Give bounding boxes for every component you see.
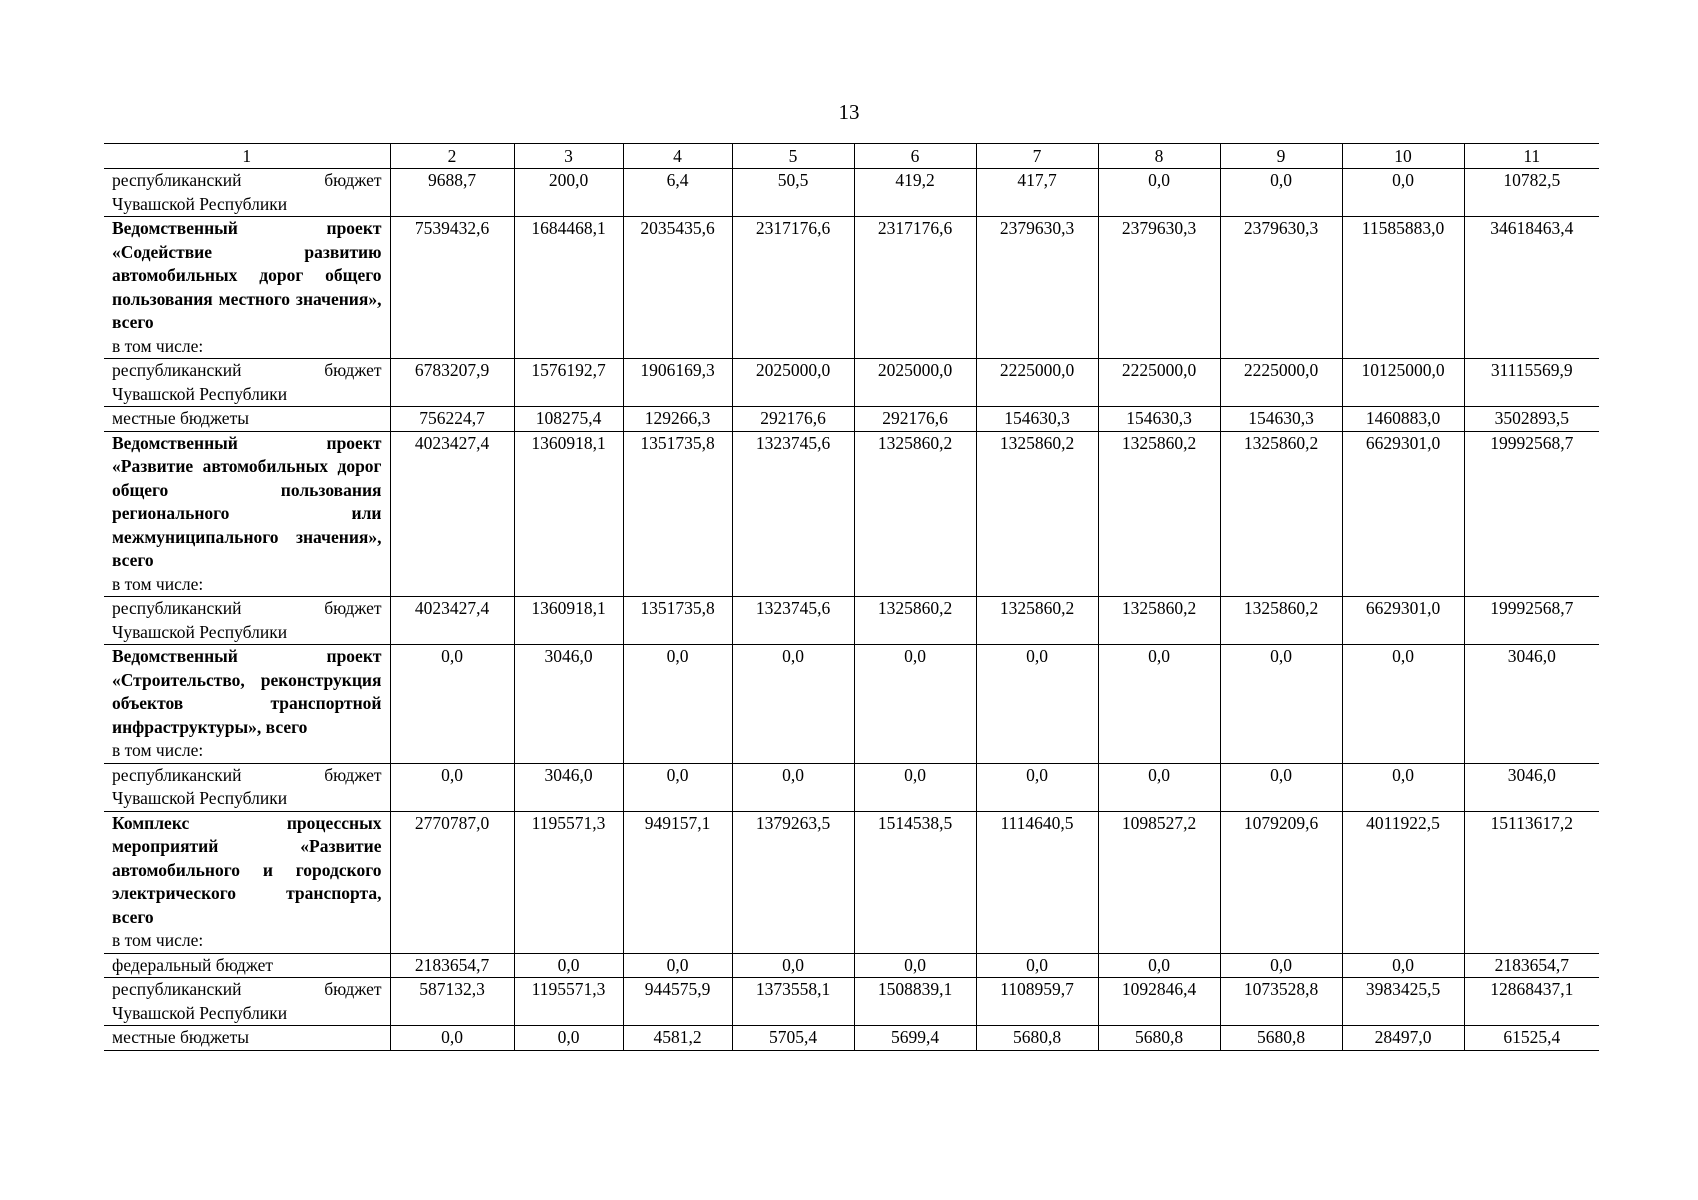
value-cell: 1092846,4 [1098,978,1220,1026]
row-label-cell [104,1026,390,1051]
value-cell: 9688,7 [390,169,514,217]
value-cell: 5680,8 [976,1026,1098,1051]
value-cell: 0,0 [976,953,1098,978]
row-label: республиканский бюджет Чувашской Республики [112,598,382,642]
value-cell: 12868437,1 [1464,978,1599,1026]
value-cell: 949157,1 [623,811,732,953]
value-cell: 3046,0 [1464,645,1599,764]
value-cell: 0,0 [1098,645,1220,764]
column-header: 3 [514,144,623,169]
value-cell: 0,0 [623,645,732,764]
value-cell: 6,4 [623,169,732,217]
value-cell: 4581,2 [623,1026,732,1051]
row-label: местные бюджеты [112,408,249,428]
column-header: 6 [854,144,976,169]
row-label-cell [104,978,390,1026]
value-cell: 1684468,1 [514,217,623,359]
value-cell: 0,0 [1342,645,1464,764]
value-cell: 61525,4 [1464,1026,1599,1051]
value-cell: 34618463,4 [1464,217,1599,359]
value-cell: 2379630,3 [1220,217,1342,359]
value-cell: 0,0 [1220,645,1342,764]
row-label-cell [104,359,390,407]
value-cell: 28497,0 [1342,1026,1464,1051]
row-label-cell [104,169,390,217]
table-row [104,763,1599,811]
value-cell: 417,7 [976,169,1098,217]
column-header: 8 [1098,144,1220,169]
row-sublabel: в том числе: [112,335,204,356]
value-cell: 0,0 [1342,169,1464,217]
value-cell: 1195571,3 [514,978,623,1026]
row-label-cell [104,217,390,359]
value-cell: 0,0 [732,953,854,978]
value-cell: 0,0 [1342,953,1464,978]
value-cell: 0,0 [732,763,854,811]
value-cell: 0,0 [1220,169,1342,217]
value-cell: 1325860,2 [976,597,1098,645]
row-sublabel: в том числе: [112,740,204,760]
value-cell: 1325860,2 [1098,431,1220,597]
table-row [104,597,1599,645]
value-cell: 2183654,7 [1464,953,1599,978]
row-label: Ведомственный проект «Строительство, реконструкция объектов транспортной инфраструктуры», всего [112,646,382,737]
value-cell: 5699,4 [854,1026,976,1051]
value-cell: 1360918,1 [514,431,623,597]
row-label-cell [104,645,390,764]
column-header: 5 [732,144,854,169]
value-cell: 7539432,6 [390,217,514,359]
value-cell: 0,0 [732,645,854,764]
value-cell: 154630,3 [1098,407,1220,432]
value-cell: 0,0 [854,763,976,811]
value-cell: 6629301,0 [1342,431,1464,597]
value-cell: 2035435,6 [623,217,732,359]
table-row [104,431,1599,597]
value-cell: 1460883,0 [1342,407,1464,432]
value-cell: 0,0 [390,1026,514,1051]
value-cell: 292176,6 [732,407,854,432]
value-cell: 6783207,9 [390,359,514,407]
row-label: республиканский бюджет Чувашской Республики [112,764,382,808]
value-cell: 1323745,6 [732,597,854,645]
table-row [104,978,1599,1026]
column-header: 1 [104,144,390,169]
table-row [104,359,1599,407]
value-cell: 3983425,5 [1342,978,1464,1026]
page-number: 13 [838,100,860,124]
value-cell: 10125000,0 [1342,359,1464,407]
value-cell: 1325860,2 [1220,597,1342,645]
value-cell: 5705,4 [732,1026,854,1051]
value-cell: 1098527,2 [1098,811,1220,953]
row-label: федеральный бюджет [112,954,274,975]
row-label-cell [104,407,390,432]
value-cell: 19992568,7 [1464,431,1599,597]
value-cell: 1073528,8 [1220,978,1342,1026]
value-cell: 1373558,1 [732,978,854,1026]
value-cell: 154630,3 [976,407,1098,432]
value-cell: 0,0 [623,953,732,978]
value-cell: 6629301,0 [1342,597,1464,645]
row-sublabel: в том числе: [112,573,204,594]
value-cell: 3046,0 [514,645,623,764]
row-label-cell [104,763,390,811]
value-cell: 1114640,5 [976,811,1098,953]
value-cell: 0,0 [976,645,1098,764]
value-cell: 15113617,2 [1464,811,1599,953]
row-label: республиканский бюджет Чувашской Республики [112,360,382,404]
column-header: 4 [623,144,732,169]
value-cell: 2379630,3 [1098,217,1220,359]
value-cell: 944575,9 [623,978,732,1026]
table-header-row [104,144,1599,169]
value-cell: 0,0 [1098,169,1220,217]
value-cell: 1360918,1 [514,597,623,645]
table-row [104,217,1599,359]
value-cell: 1325860,2 [854,597,976,645]
value-cell: 1514538,5 [854,811,976,953]
value-cell: 0,0 [514,953,623,978]
row-label: республиканский бюджет Чувашской Республики [112,170,382,214]
value-cell: 0,0 [623,763,732,811]
value-cell: 587132,3 [390,978,514,1026]
value-cell: 0,0 [1342,763,1464,811]
value-cell: 0,0 [1220,953,1342,978]
column-header: 11 [1464,144,1599,169]
column-header: 2 [390,144,514,169]
value-cell: 3046,0 [514,763,623,811]
value-cell: 756224,7 [390,407,514,432]
value-cell: 1325860,2 [1098,597,1220,645]
row-label-cell [104,811,390,953]
column-header: 9 [1220,144,1342,169]
value-cell: 1351735,8 [623,597,732,645]
value-cell: 2025000,0 [854,359,976,407]
value-cell: 4023427,4 [390,597,514,645]
table-row [104,1026,1599,1051]
value-cell: 1906169,3 [623,359,732,407]
row-label: Комплекс процессных мероприятий «Развитие автомобильного и городского электрического транспорта, всего [112,812,382,927]
value-cell: 5680,8 [1098,1026,1220,1051]
value-cell: 3502893,5 [1464,407,1599,432]
value-cell: 1325860,2 [1220,431,1342,597]
value-cell: 2225000,0 [1220,359,1342,407]
value-cell: 1576192,7 [514,359,623,407]
value-cell: 2317176,6 [854,217,976,359]
value-cell: 1508839,1 [854,978,976,1026]
row-label: местные бюджеты [112,1027,249,1047]
row-label-cell [104,597,390,645]
column-header: 7 [976,144,1098,169]
value-cell: 2025000,0 [732,359,854,407]
value-cell: 1079209,6 [1220,811,1342,953]
row-label: Ведомственный проект «Развитие автомобильных дорог общего пользования регионального или межмуниципального значения», всего [112,432,382,570]
row-label-cell [104,431,390,597]
row-sublabel: в том числе: [112,930,204,950]
value-cell: 1325860,2 [976,431,1098,597]
table-body [104,144,1599,1051]
value-cell: 5680,8 [1220,1026,1342,1051]
value-cell: 1108959,7 [976,978,1098,1026]
table-row [104,169,1599,217]
value-cell: 0,0 [1098,953,1220,978]
value-cell: 108275,4 [514,407,623,432]
value-cell: 1351735,8 [623,431,732,597]
value-cell: 2225000,0 [1098,359,1220,407]
value-cell: 11585883,0 [1342,217,1464,359]
value-cell: 200,0 [514,169,623,217]
budget-table [104,143,1599,1051]
value-cell: 31115569,9 [1464,359,1599,407]
value-cell: 0,0 [514,1026,623,1051]
value-cell: 4011922,5 [1342,811,1464,953]
table-row [104,811,1599,953]
table-row [104,407,1599,432]
value-cell: 1379263,5 [732,811,854,953]
value-cell: 1325860,2 [854,431,976,597]
row-label: республиканский бюджет Чувашской Республики [112,979,382,1023]
value-cell: 19992568,7 [1464,597,1599,645]
value-cell: 10782,5 [1464,169,1599,217]
table-row [104,953,1599,978]
value-cell: 4023427,4 [390,431,514,597]
value-cell: 419,2 [854,169,976,217]
value-cell: 0,0 [1098,763,1220,811]
column-header: 10 [1342,144,1464,169]
value-cell: 0,0 [1220,763,1342,811]
value-cell: 1323745,6 [732,431,854,597]
value-cell: 2379630,3 [976,217,1098,359]
value-cell: 2770787,0 [390,811,514,953]
row-label: Ведомственный проект «Содействие развитию автомобильных дорог общего пользования местного значения», всего [112,218,382,332]
value-cell: 0,0 [854,645,976,764]
value-cell: 0,0 [390,645,514,764]
value-cell: 154630,3 [1220,407,1342,432]
value-cell: 2317176,6 [732,217,854,359]
value-cell: 129266,3 [623,407,732,432]
value-cell: 2225000,0 [976,359,1098,407]
value-cell: 1195571,3 [514,811,623,953]
row-label-cell [104,953,390,978]
value-cell: 0,0 [854,953,976,978]
value-cell: 0,0 [390,763,514,811]
value-cell: 292176,6 [854,407,976,432]
value-cell: 3046,0 [1464,763,1599,811]
table-row [104,645,1599,764]
value-cell: 0,0 [976,763,1098,811]
value-cell: 2183654,7 [390,953,514,978]
value-cell: 50,5 [732,169,854,217]
